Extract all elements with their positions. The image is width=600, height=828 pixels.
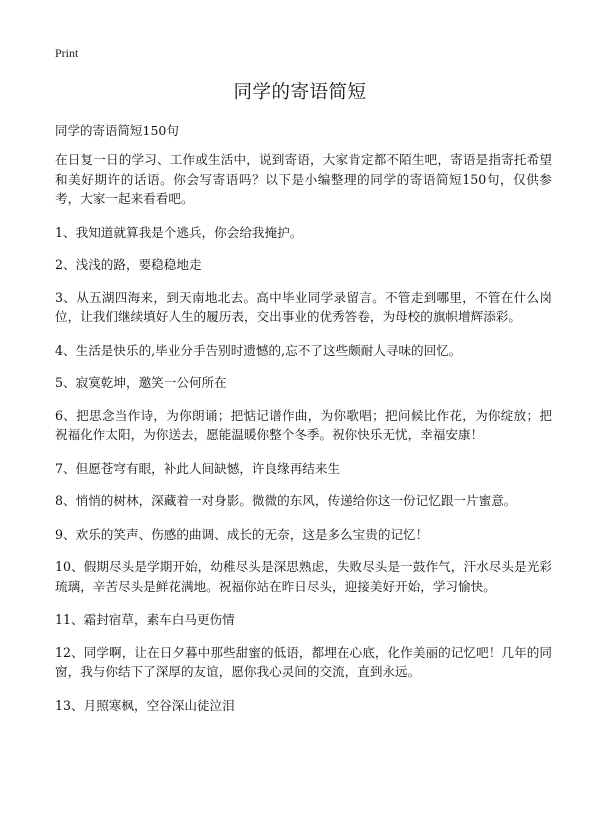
list-item: 4、生活是快乐的,毕业分手告别时遗憾的,忘不了这些颇耐人寻味的回忆。 bbox=[55, 342, 462, 358]
list-item: 3、从五湖四海来，到天南地北去。高中毕业同学录留言。不管走到哪里，不管在什么岗位，让我们继续填好人生的履历表，交出事业的优秀答卷，为母校的旗帜增辉添彩。 bbox=[55, 289, 552, 324]
list-item: 6、把思念当作诗，为你朗诵；把惦记谱作曲，为你歌唱；把问候比作花，为你绽放；把祝福化作太阳，为你送去，愿能温暖你整个冬季。祝你快乐无忧，幸福安康！ bbox=[55, 407, 552, 442]
document-body bbox=[55, 150, 552, 728]
print-link[interactable]: Print bbox=[55, 46, 79, 60]
list-item: 8、悄悄的树林，深藏着一对身影。微微的东风，传递给你这一份记忆跟一片蜜意。 bbox=[55, 493, 517, 508]
intro-paragraph: 在日复一日的学习、工作或生活中，说到寄语，大家肯定都不陌生吧，寄语是指寄托希望和美好期许的话语。你会写寄语吗？以下是小编整理的同学的寄语简短150句，仅供参考，大家一起来看看吧。 bbox=[55, 152, 552, 206]
list-item: 1、我知道就算我是个逃兵，你会给我掩护。 bbox=[55, 224, 303, 240]
list-item: 7、但愿苍穹有眼，补此人间缺憾，许良缘再结来生 bbox=[55, 460, 341, 476]
page-title: 同学的寄语简短 bbox=[233, 82, 367, 103]
list-item: 10、假期尽头是学期开始，幼稚尽头是深思熟虑，失败尽头是一鼓作气，汗水尽头是光彩琉璃，辛苦尽头是鲜花满地。祝福你站在昨日尽头，迎接美好开始，学习愉快。 bbox=[55, 559, 552, 594]
document-subtitle: 同学的寄语简短150句 bbox=[55, 123, 179, 138]
list-item: 5、寂寞乾坤，邀笑一公何所在 bbox=[55, 375, 227, 390]
list-item: 11、霜封宿草，素车白马更伤情 bbox=[55, 612, 235, 627]
list-item: 2、浅浅的路，要稳稳地走 bbox=[55, 257, 202, 272]
list-item: 12、同学啊，让在日夕暮中那些甜蜜的低语，都埋在心底，化作美丽的记忆吧！几年的同窗，我与你结下了深厚的友谊，愿你我心灵间的交流，直到永远。 bbox=[55, 644, 552, 679]
list-item: 13、月照寒枫，空谷深山徒泣泪 bbox=[55, 697, 235, 713]
list-item: 9、欢乐的笑声、伤感的曲调、成长的无奈，这是多么宝贵的记忆！ bbox=[55, 526, 429, 542]
